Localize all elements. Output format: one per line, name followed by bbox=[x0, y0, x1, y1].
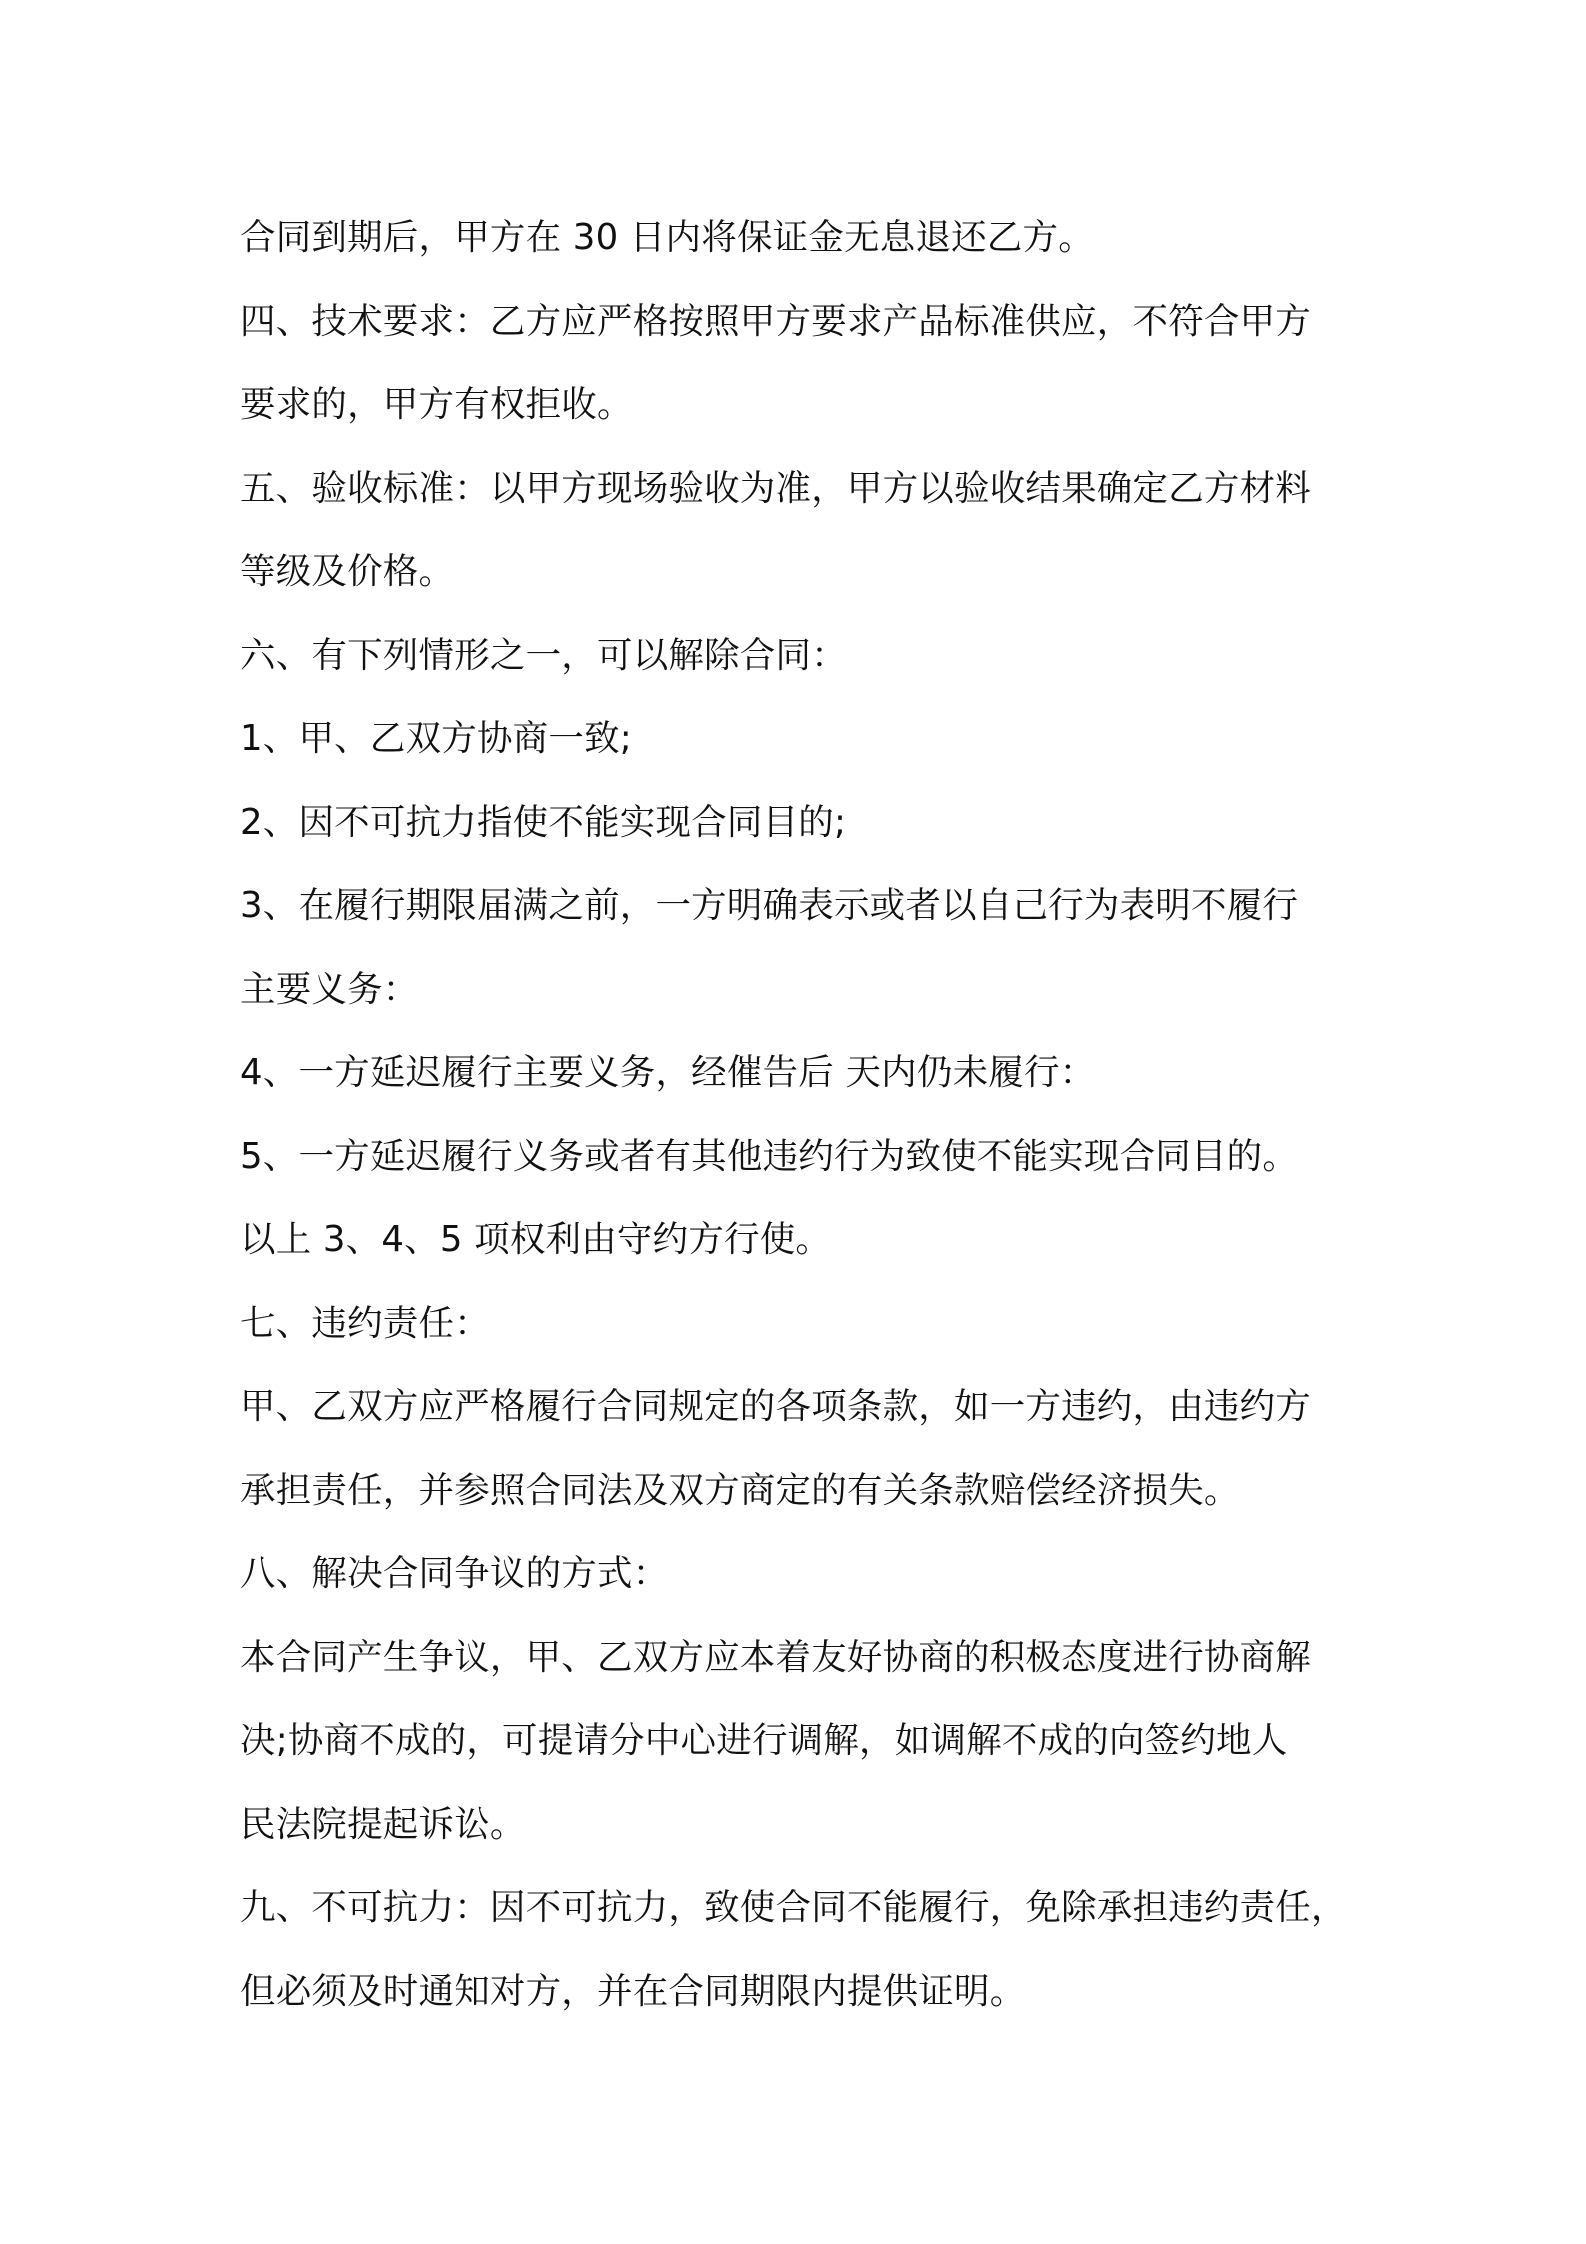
text-line: 四、技术要求：乙方应严格按照甲方要求产品标准供应，不符合甲方 bbox=[240, 300, 1312, 342]
text-line: 主要义务： bbox=[240, 968, 419, 1010]
text-line: 五、验收标准：以甲方现场验收为准，甲方以验收结果确定乙方材料 bbox=[240, 467, 1312, 509]
contract-text bbox=[240, 196, 1370, 2033]
text-line: 承担责任，并参照合同法及双方商定的有关条款赔偿经济损失。 bbox=[240, 1469, 1240, 1511]
text-line: 以上 3、4、5 项权利由守约方行使。 bbox=[240, 1219, 832, 1260]
text-line: 决;协商不成的，可提请分中心进行调解，如调解不成的向签约地人 bbox=[240, 1720, 1288, 1761]
text-line: 5、一方延迟履行义务或者有其他违约行为致使不能实现合同目的。 bbox=[240, 1135, 1299, 1177]
text-line: 本合同产生争议，甲、乙双方应本着友好协商的积极态度进行协商解 bbox=[240, 1636, 1312, 1678]
text-line: 八、解决合同争议的方式： bbox=[240, 1553, 669, 1594]
text-line: 七、违约责任： bbox=[240, 1302, 490, 1344]
text-line: 2、因不可抗力指使不能实现合同目的; bbox=[240, 801, 847, 843]
text-line: 民法院提起诉讼。 bbox=[240, 1803, 526, 1845]
text-line: 甲、乙双方应严格履行合同规定的各项条款，如一方违约，由违约方 bbox=[240, 1386, 1312, 1427]
text-line: 1、甲、乙双方协商一致; bbox=[240, 718, 632, 759]
text-line: 要求的，甲方有权拒收。 bbox=[240, 384, 633, 425]
text-line: 3、在履行期限届满之前，一方明确表示或者以自己行为表明不履行 bbox=[240, 885, 1299, 926]
text-line: 六、有下列情形之一，可以解除合同： bbox=[240, 634, 847, 676]
text-line: 但必须及时通知对方，并在合同期限内提供证明。 bbox=[240, 1970, 1026, 2012]
text-line: 九、不可抗力：因不可抗力，致使合同不能履行，免除承担违约责任， bbox=[240, 1887, 1347, 1928]
text-line: 合同到期后，甲方在 30 日内将保证金无息退还乙方。 bbox=[240, 217, 1094, 258]
text-line: 等级及价格。 bbox=[240, 551, 455, 592]
text-line: 4、一方延迟履行主要义务，经催告后 天内仍未履行： bbox=[240, 1052, 1096, 1093]
